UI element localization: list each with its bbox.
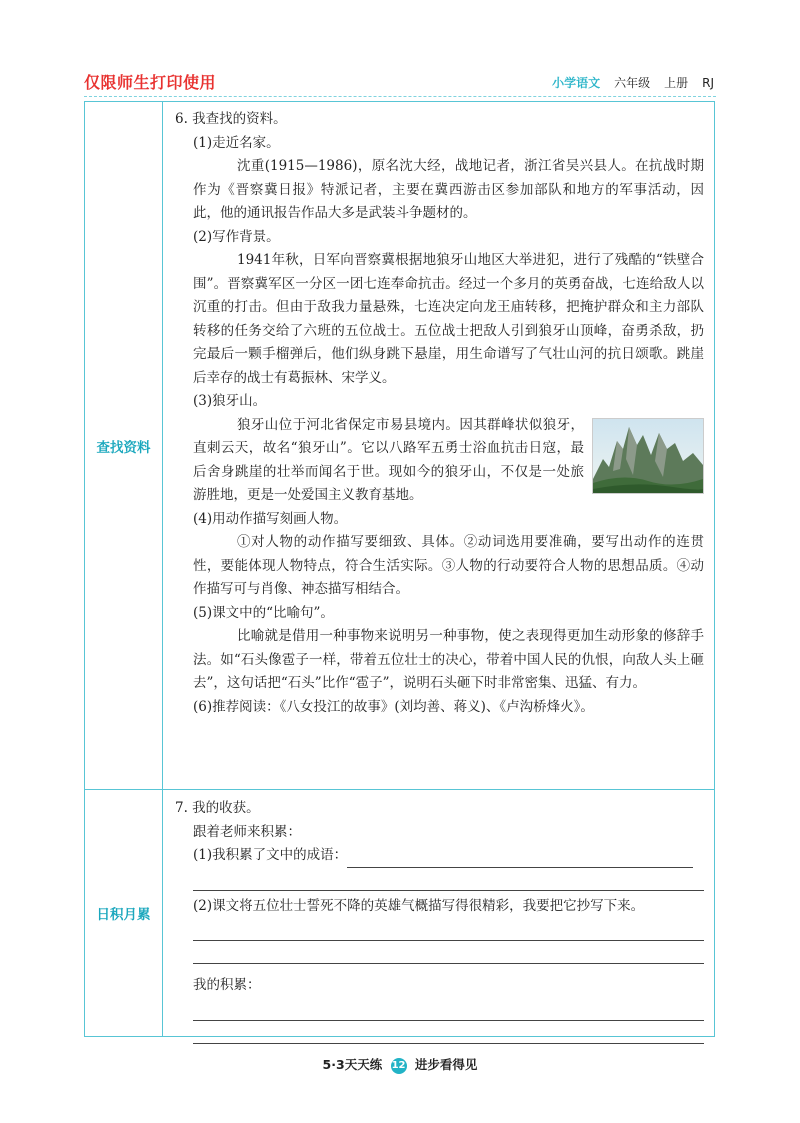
edition-label: RJ (702, 75, 714, 90)
section-label-accumulate: 日积月累 (85, 789, 163, 1036)
harvest-content (175, 797, 704, 1044)
item-heading: (3)狼牙山。 (193, 393, 267, 409)
mountain-image (593, 419, 703, 493)
harvest-title: 7. 我的收获。 (175, 800, 260, 816)
research-content (175, 108, 704, 719)
accumulation-answer-line[interactable] (193, 998, 704, 1021)
item-body: 沈重(1915—1986)，原名沈大经，战地记者，浙江省吴兴县人。在抗战时期作为《晋察冀日报》特派记者，主要在冀西游击区参加部队和地方的军事活动，因此，他的通讯报告作品大多是武装斗争题材的。 (193, 158, 704, 221)
item-heading: (4)用动作描写刻画人物。 (193, 510, 348, 527)
accumulation-answer-line[interactable] (193, 1021, 704, 1044)
harvest-intro: 跟着老师来积累： (193, 823, 301, 840)
print-notice: 仅限师生打印使用 (84, 73, 217, 92)
langya-mountain-photo (592, 418, 704, 494)
item-body: 比喻就是借用一种事物来说明另一种事物，使之表现得更加生动形象的修辞手法。如“石头像雹子一样，带着五位壮士的决心，带着中国人民的仇恨，向敌人头上砸去”，这句话把“石头”比作“雹子”，说明石头砸下时非常密集、迅猛、有力。 (193, 628, 704, 691)
item-body: ①对人物的动作描写要细致、具体。②动词选用要准确，要写出动作的连贯性，要能体现人物特点，符合生活实际。③人物的行动要符合人物的思想品质。④动作描写可与肖像、神态描写相结合。 (193, 534, 704, 597)
copy-answer-line[interactable] (193, 918, 704, 941)
item-heading: (2)写作背景。 (193, 228, 280, 245)
footer-slogan: 进步看得见 (414, 1057, 478, 1072)
page-number-badge: 12 (391, 1058, 407, 1074)
item-body: 1941年秋，日军向晋察冀根据地狼牙山地区大举进犯，进行了残酷的“铁壁合围”。晋察冀军区一分区一团七连奉命抗击。经过一个多月的英勇奋战，七连给敌人以沉重的打击。但由于敌我力量悬殊，七连决定向龙王庙转移，把掩护群众和主力部队转移的任务交给了六班的五位战士。五位战士把敌人引到狼牙山顶峰，奋勇杀敌，扔完最后一颗手榴弹后，他们纵身跳下悬崖，用生命谱写了气壮山河的抗日颂歌。跳崖后幸存的战士有葛振林、宋学义。 (193, 252, 704, 386)
research-title: 6. 我查找的资料。 (175, 111, 287, 127)
copy-question: (2)课文将五位壮士誓死不降的英雄气概描写得很精彩，我要把它抄写下来。 (193, 897, 645, 914)
my-accumulation-label: 我的积累： (193, 977, 261, 993)
volume-label: 上册 (664, 76, 689, 90)
worksheet-frame (84, 101, 715, 1037)
langya-block (175, 414, 704, 508)
idiom-question (175, 844, 704, 868)
header-divider (84, 96, 716, 98)
item-body: 狼牙山位于河北省保定市易县境内。因其群峰状似狼牙，直刺云天，故名“狼牙山”。它以八路军五勇士浴血抗击日寇，最后舍身跳崖的壮举而闻名于世。现如今的狼牙山，不仅是一处旅游胜地，更是一处爱国主义教育基地。 (193, 416, 584, 503)
idiom-answer-line[interactable] (347, 847, 693, 868)
page-footer (0, 1055, 800, 1074)
footer-brand: 5·3天天练 (322, 1057, 383, 1072)
idiom-answer-line-2[interactable] (193, 868, 704, 891)
book-info (552, 74, 714, 91)
item-heading: (1)走近名家。 (193, 134, 280, 151)
row-divider (85, 789, 714, 790)
idiom-question-text: (1)我积累了文中的成语： (193, 847, 348, 863)
grade-label: 六年级 (614, 76, 651, 90)
item-heading: (6)推荐阅读：《八女投江的故事》(刘均善、蒋义)、《卢沟桥烽火》。 (193, 698, 594, 715)
item-heading: (5)课文中的“比喻句”。 (193, 604, 334, 621)
copy-answer-line[interactable] (193, 941, 704, 964)
section-label-research: 查找资料 (85, 102, 163, 789)
subject-label: 小学语文 (552, 76, 601, 90)
